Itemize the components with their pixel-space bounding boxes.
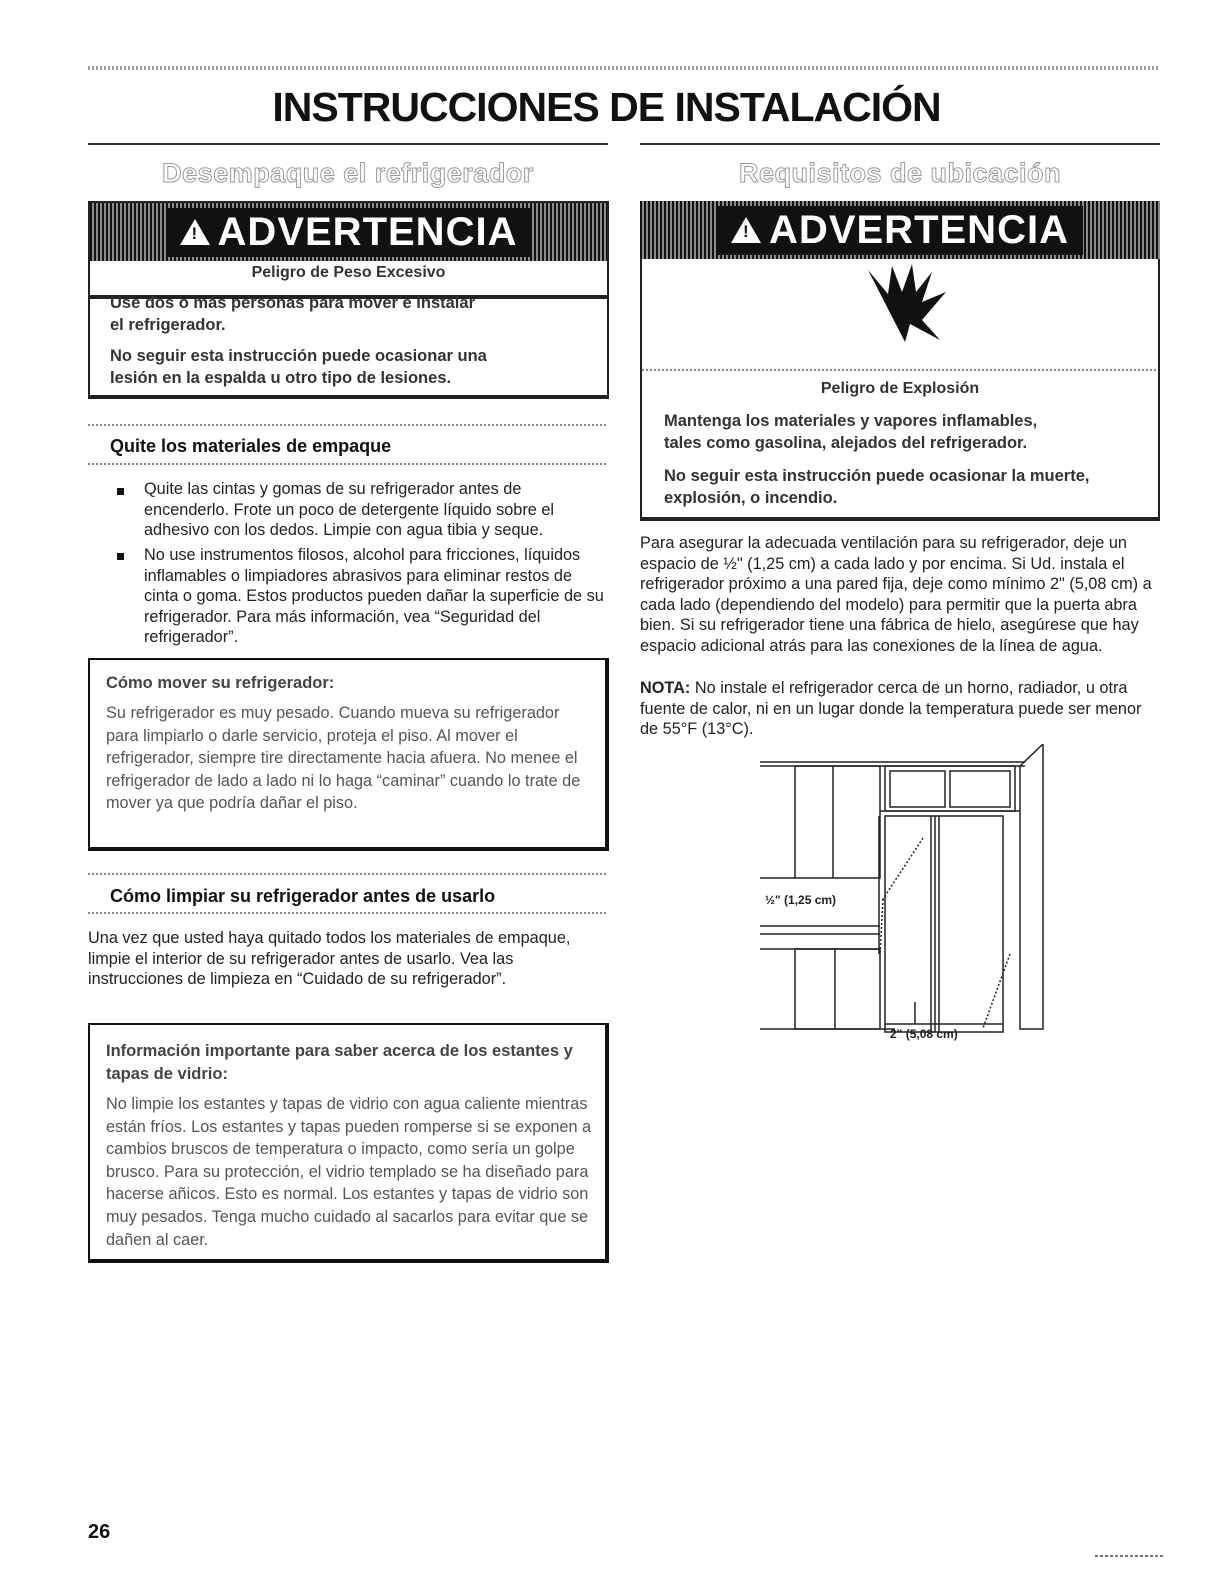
subheading-packaging: Quite los materiales de empaque <box>110 436 392 456</box>
footer-mark <box>1095 1555 1165 1557</box>
warning-text-line: No seguir esta instrucción puede ocasionar la muerte, <box>664 467 1090 485</box>
note-text: Su refrigerador es muy pesado. Cuando mueva su refrigerador para limpiarlo o darle servicio, proteja el piso. Al mover el refrigerador, siempre tire directamente hacia afuera. No menee el refrigerador de lado a lado ni lo haga “caminar” cuando lo trate de mover ya que podría dañar el piso. <box>106 704 581 813</box>
warning-hazard-title: Peligro de Peso Excesivo <box>251 264 446 281</box>
explosion-icon <box>860 262 950 352</box>
gap-label-two-inch: 2" (5,08 cm) <box>890 1027 958 1041</box>
divider <box>88 873 608 875</box>
warning-banner <box>640 201 1160 259</box>
gap-label-half-inch: ½" (1,25 cm) <box>765 893 837 907</box>
left-section-heading: Desempaque el refrigerador <box>162 158 534 188</box>
nota-paragraph <box>640 678 1160 740</box>
warning-triangle-icon: ! <box>731 217 761 243</box>
page-title: INSTRUCCIONES DE INSTALACIÓN <box>272 84 941 130</box>
note-title: Cómo mover su refrigerador: <box>106 674 335 692</box>
warning-text-line: Use dos o más personas para mover e instalar <box>110 294 475 312</box>
warning-text-line: lesión en la espalda u otro tipo de lesiones. <box>110 369 452 387</box>
warning-text-line: explosión, o incendio. <box>664 489 838 507</box>
subheading-cleaning: Cómo limpiar su refrigerador antes de usarlo <box>110 886 496 906</box>
cleaning-paragraph: Una vez que usted haya quitado todos los materiales de empaque, limpie el interior de su refrigerador antes de usarlo. Vea las instrucciones de limpieza en “Cuidado de su refrigerador”. <box>88 929 571 988</box>
top-dotted-strip <box>88 66 1160 70</box>
bullet-icon <box>117 488 124 495</box>
nota-label: NOTA: <box>640 679 691 697</box>
divider <box>88 463 608 465</box>
warning-text-line: Mantenga los materiales y vapores inflamables, <box>664 412 1038 430</box>
note-text: No limpie los estantes y tapas de vidrio con agua caliente mientras están fríos. Los estantes y tapas pueden romperse si se exponen a cambios bruscos de temperatura o impacto, como sería un golpe brusco. Para su protección, el vidrio templado se ha diseñado para hacerse añicos. Esto es normal. Los estantes y tapas de vidrio son muy pesados. Tenga mucho cuidado al sacarlos para evitar que se dañen al caer. <box>106 1095 592 1249</box>
warning-triangle-icon: ! <box>180 219 210 245</box>
note-title: Información importante para saber acerca de los estantes y tapas de vidrio: <box>106 1042 573 1083</box>
warning-text-line: No seguir esta instrucción puede ocasionar una <box>110 347 487 365</box>
nota-text: No instale el refrigerador cerca de un horno, radiador, u otra fuente de calor, ni en un lugar donde la temperatura puede ser menor de 55°F (13°C). <box>640 679 1142 738</box>
warning-hazard-title: Peligro de Explosión <box>820 380 980 397</box>
installation-diagram <box>755 744 1055 1034</box>
bullet-text: Quite las cintas y gomas de su refrigerador antes de encenderlo. Frote un poco de detergente líquido sobre el adhesivo con los dedos. Limpie con agua tibia y seque. <box>144 480 555 539</box>
bullet-text: No use instrumentos filosos, alcohol para fricciones, líquidos inflamables o limpiadores abrasivos para eliminar restos de cinta o goma. Estos productos pueden dañar la superficie de su refrigerador. Para más información, vea “Seguridad del refrigerador”. <box>144 546 604 646</box>
page-number: 26 <box>88 1521 111 1543</box>
divider <box>642 369 1158 371</box>
warning-label: ADVERTENCIA <box>769 207 1069 252</box>
divider <box>88 424 608 426</box>
location-paragraph: Para asegurar la adecuada ventilación para su refrigerador, deje un espacio de ½" (1,25 cm) a cada lado y por encima. Si Ud. instala el refrigerador próximo a una pared fija, deje como mínimo 2" (5,08 cm) a cada lado (dependiendo del modelo) para permitir que la puerta abra bien. Si su refrigerador tiene una fábrica de hielo, asegúrese que hay espacio adicional atrás para las conexiones de la línea de agua. <box>640 534 1152 655</box>
right-heading-rule <box>640 143 1160 145</box>
warning-text-line: tales como gasolina, alejados del refrigerador. <box>664 434 1028 452</box>
right-section-heading: Requisitos de ubicación <box>738 158 1062 188</box>
bullet-icon <box>117 553 124 560</box>
divider <box>88 912 608 914</box>
warning-text-line: el refrigerador. <box>110 316 226 334</box>
warning-label: ADVERTENCIA <box>217 209 518 254</box>
left-heading-rule <box>88 143 608 145</box>
